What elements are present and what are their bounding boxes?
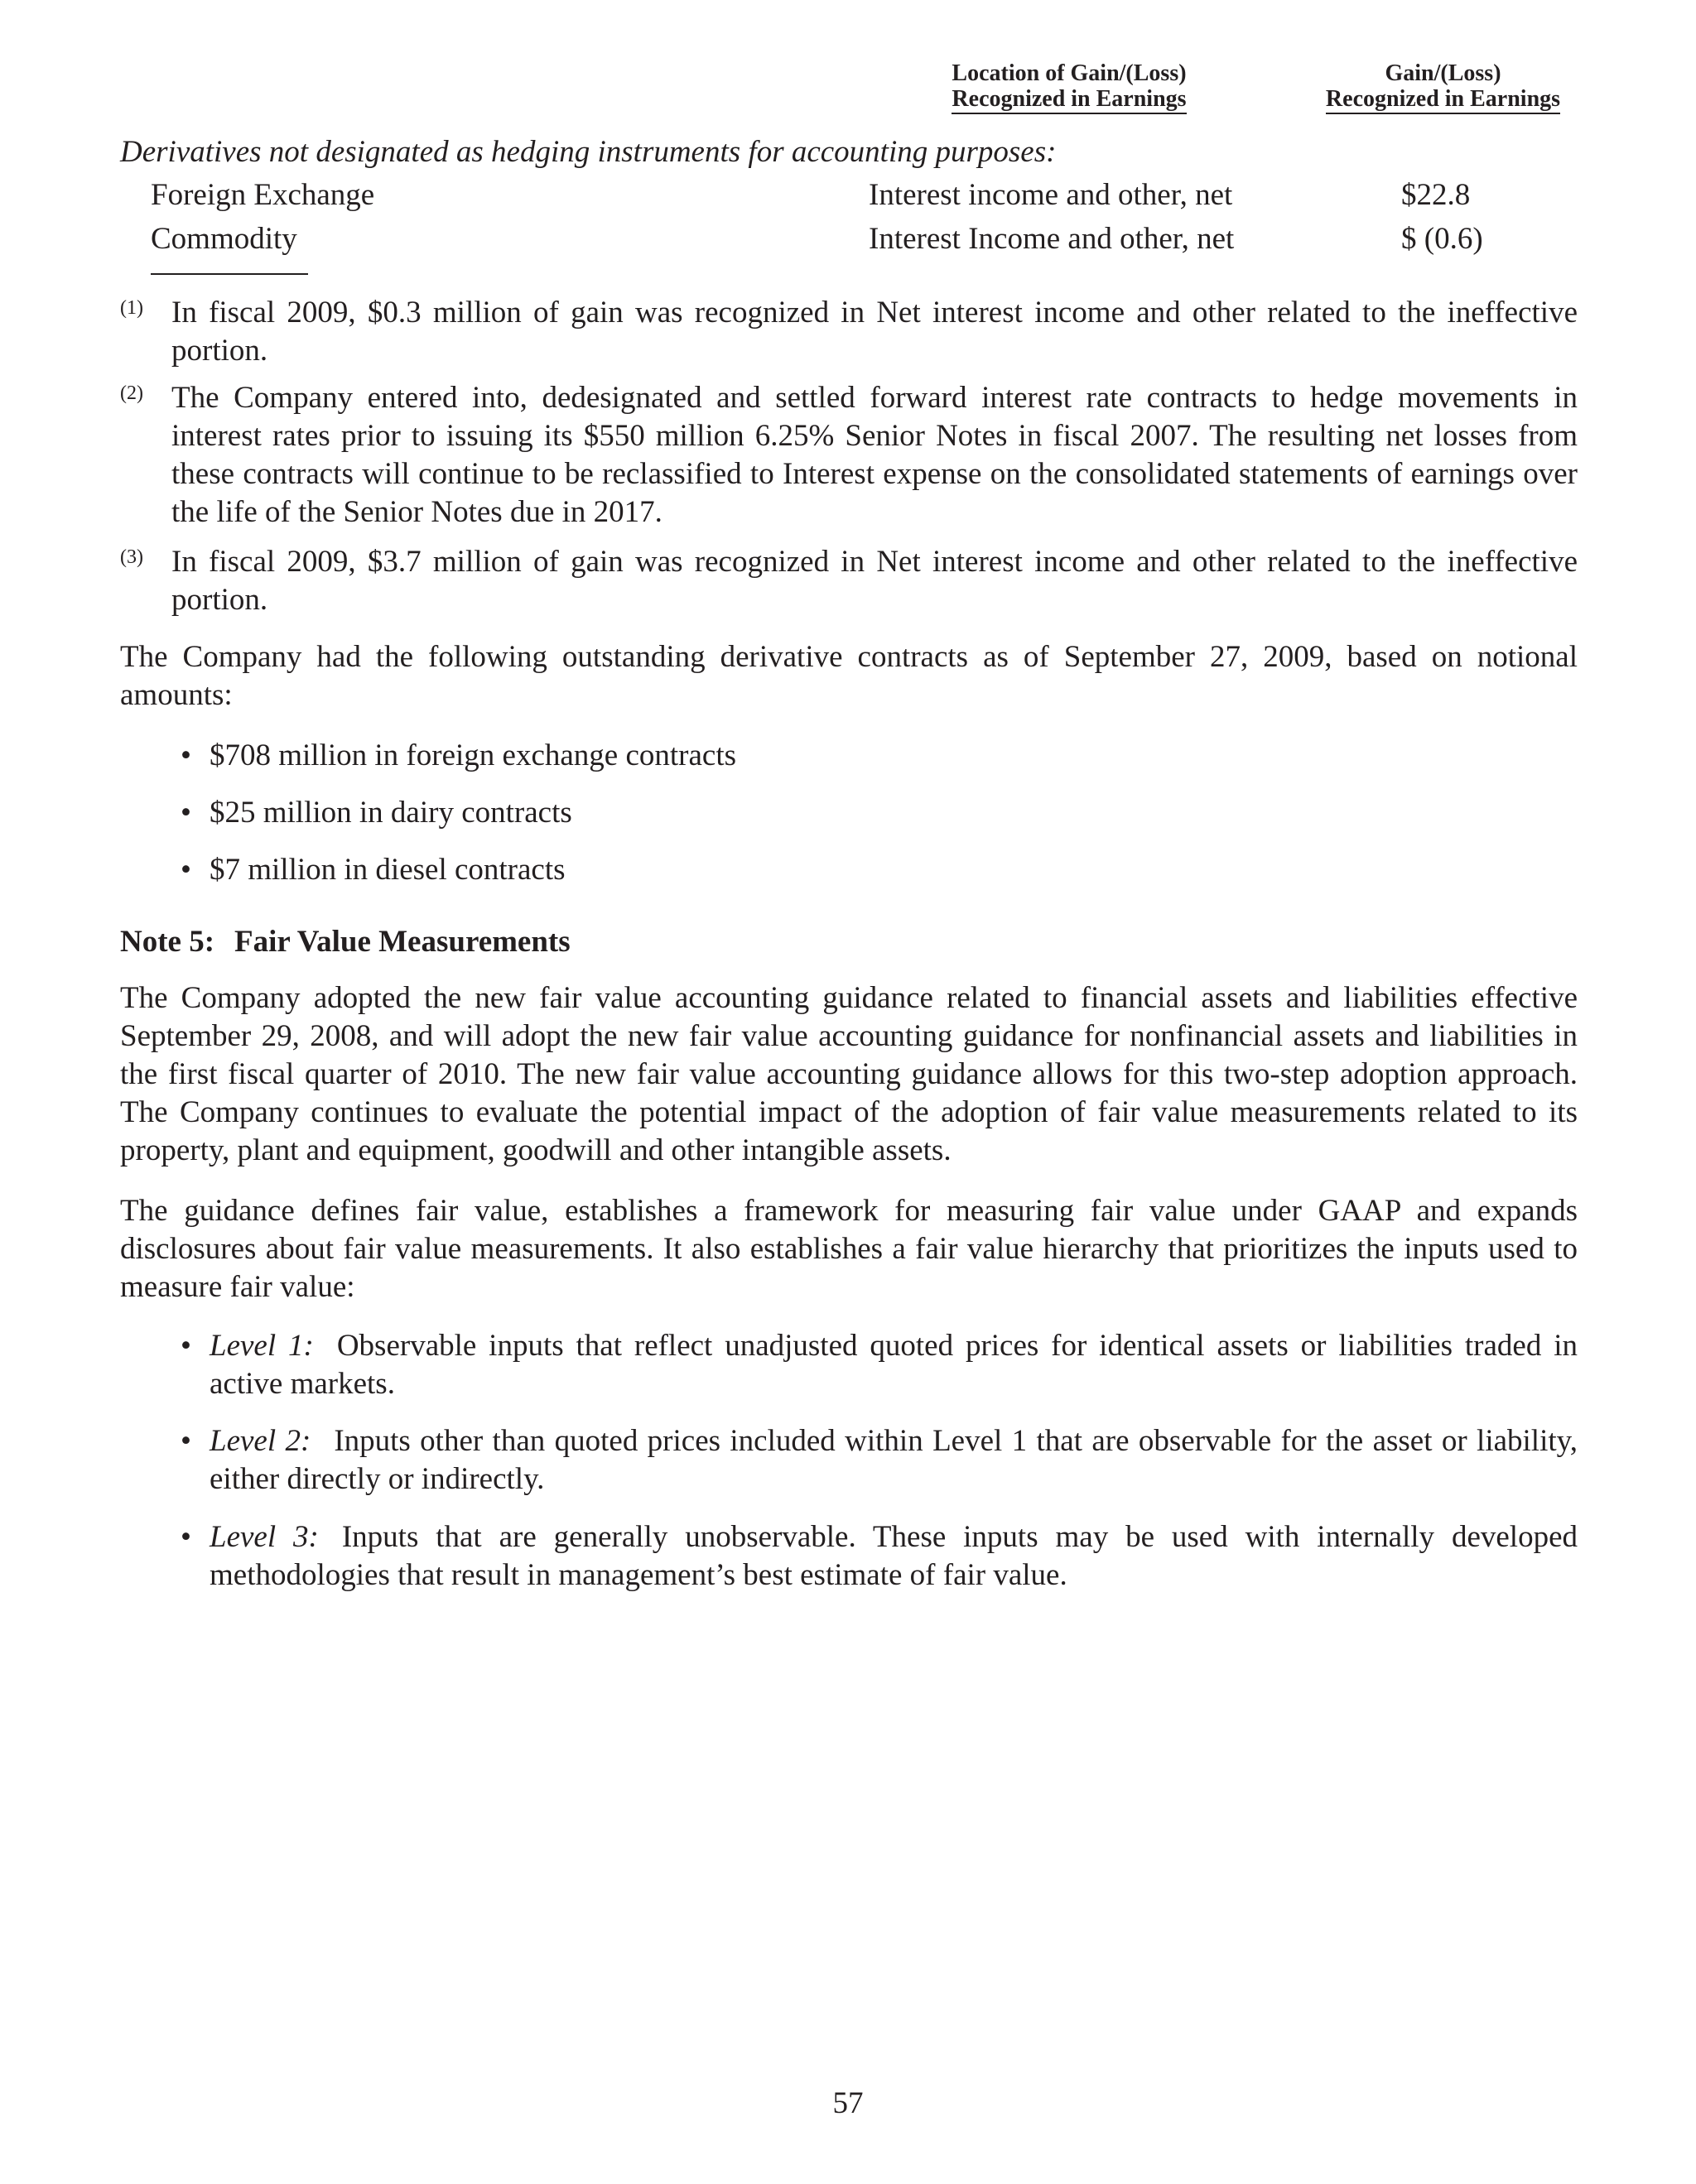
level-label: Level 3: xyxy=(210,1520,319,1554)
table-row xyxy=(0,176,1696,214)
note-number: Note 5: xyxy=(120,925,215,959)
level-text: Inputs that are generally unobservable. These inputs may be used with internally developed methodologies that result in management’s best estimate of fair value. xyxy=(210,1520,1578,1592)
column-header-gain-line1: Gain/(Loss) xyxy=(1385,60,1501,86)
list-item-text: $7 million in diesel contracts xyxy=(210,853,566,887)
column-header-location-line1: Location of Gain/(Loss) xyxy=(952,60,1187,86)
table-row xyxy=(0,220,1696,258)
bullet-icon: • xyxy=(181,1520,191,1554)
footnote-mark: (3) xyxy=(120,546,143,568)
column-header-location-line2: Recognized in Earnings xyxy=(952,86,1186,114)
list-item-text xyxy=(210,1422,1578,1498)
list-item-text: $708 million in foreign exchange contracts xyxy=(210,738,737,772)
footnote-mark: (2) xyxy=(120,382,143,404)
table-section-label: Derivatives not designated as hedging instruments for accounting purposes: xyxy=(120,135,1057,169)
note-paragraph: The guidance defines fair value, establishes a framework for measuring fair value under GAAP and expands disclosures about fair value measurements. It also establishes a fair value hierarchy that prioritizes the inputs used to measure fair value: xyxy=(120,1194,1578,1304)
column-header-gain-line2: Recognized in Earnings xyxy=(1326,86,1560,114)
footnote-text: In fiscal 2009, $3.7 million of gain was recognized in Net interest income and other related to the ineffective portion. xyxy=(171,545,1578,617)
list-item-text xyxy=(210,1518,1578,1595)
footnote-mark: (1) xyxy=(120,297,143,319)
level-text: Observable inputs that reflect unadjusted quoted prices for identical assets or liabilities traded in active markets. xyxy=(210,1329,1578,1401)
list-item-text: $25 million in dairy contracts xyxy=(210,796,572,830)
row-value: $22.8 xyxy=(1401,178,1471,212)
column-header-location xyxy=(934,60,1204,114)
row-name: Commodity xyxy=(151,222,297,256)
bullet-icon: • xyxy=(181,1329,191,1363)
outstanding-intro: The Company had the following outstanding derivative contracts as of September 27, 2009, based on notional amounts: xyxy=(120,640,1578,712)
note-heading xyxy=(120,923,571,961)
row-name: Foreign Exchange xyxy=(151,178,375,212)
bullet-icon: • xyxy=(181,1424,191,1458)
bullet-icon: • xyxy=(181,796,191,830)
row-location: Interest income and other, net xyxy=(869,178,1233,212)
column-header-gain xyxy=(1308,60,1578,114)
footnote-text: The Company entered into, dedesignated and settled forward interest rate contracts to hedge movements in interest rates prior to issuing its $550 million 6.25% Senior Notes in fiscal 2007. The resulting net losses from these contracts will continue to be reclassified to Interest expense on the consolidated statements of earnings over the life of the Senior Notes due in 2017. xyxy=(171,381,1578,529)
level-text: Inputs other than quoted prices included within Level 1 that are observable for the asset or liability, either directly or indirectly. xyxy=(210,1424,1578,1496)
footnote-divider xyxy=(151,273,308,275)
bullet-icon: • xyxy=(181,853,191,887)
row-value: $ (0.6) xyxy=(1401,222,1483,256)
row-location: Interest Income and other, net xyxy=(869,222,1235,256)
note-paragraph: The Company adopted the new fair value accounting guidance related to financial assets and liabilities effective September 29, 2008, and will adopt the new fair value accounting guidance for nonfinancial assets and liabilities in the first fiscal quarter of 2010. The new fair value accounting guidance allows for this two-step adoption approach. The Company continues to evaluate the potential impact of the adoption of fair value measurements related to its property, plant and equipment, goodwill and other intangible assets. xyxy=(120,981,1578,1167)
footnote xyxy=(120,379,1578,532)
page-number: 57 xyxy=(832,2086,864,2120)
level-label: Level 1: xyxy=(210,1329,314,1363)
bullet-icon: • xyxy=(181,738,191,772)
footnote xyxy=(120,543,1578,619)
footnote xyxy=(120,294,1578,370)
note-title: Fair Value Measurements xyxy=(234,925,571,959)
list-item-text xyxy=(210,1327,1578,1403)
level-label: Level 2: xyxy=(210,1424,311,1458)
footnote-text: In fiscal 2009, $0.3 million of gain was recognized in Net interest income and other related to the ineffective portion. xyxy=(171,296,1578,368)
